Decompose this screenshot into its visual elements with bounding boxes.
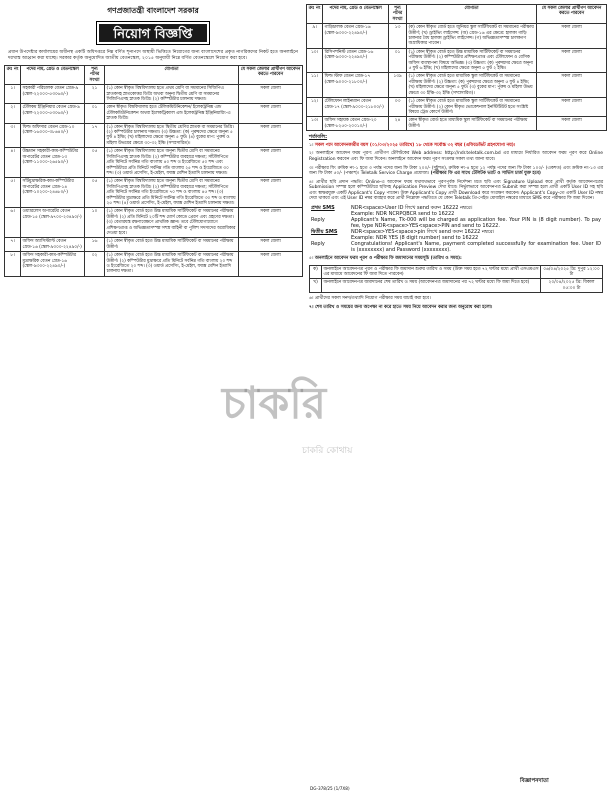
row-qualification: (১) কোন স্বীকৃত বিশ্ববিদ্যালয় হতে প্রথম শ্রেণি বা সমমানের সিজিপিএ স্নাতকসহ স্নাতকোত্তর ডিগ্রি অথবা অনূন্য দ্বিতীয় শ্রেণি বা সমমানের সিজিপিএসহ স্নাতক ডিগ্রি। (২) কম্পিউটার চালনায় দক্ষতা। [105, 85, 239, 104]
condition-dates [309, 256, 603, 262]
row-serial: ১। [5, 85, 21, 104]
notice-title: নিয়োগ বিজ্ঞপ্তি [97, 22, 209, 44]
condition-photo-number: ৪। [309, 179, 314, 185]
date-row [310, 279, 603, 293]
header-vacancy: শূন্য পদের সংখ্যা [389, 5, 407, 24]
condition-apply [309, 151, 603, 162]
row-qualification: (১) কোন স্বীকৃত বোর্ড হতে উচ্চ মাধ্যমিক সার্টিফিকেট বা সমমানের পরীক্ষায় উত্তীর্ণ। (২) কম্পিউটার প্রশিক্ষণপ্রাপ্ত এবং টেলিফোন ও বেসিক অফিস ব্যবস্থাপনা বিষয়ে অভিজ্ঞ। (৩) উচ্চতা: (ক) পুরুষদের ক্ষেত্রে অনূন্য ৫ ফুট ৬ ইঞ্চি; (খ) মহিলাদের ক্ষেত্রে অনূন্য ৫ ফুট ২ ইঞ্চি। [407, 48, 537, 73]
sms-reply1-text: Applicant's Name, Tk-000 will be charged as application fee. Your PIN is (8 digit number). To pay fee, type NDR<space>YES<space>PIN and send to 16222. [351, 217, 601, 230]
watermark-main: চাকরি [222, 378, 327, 429]
table-row [5, 252, 303, 277]
row-district: সকল জেলা [239, 238, 303, 252]
row-post: সাঁটমুদ্রাক্ষরিক-কাম-কম্পিউটার অপারেটর বেতন গ্রেড-১৪ (স্কেল-১০২০০-২৪৬৮০/-) [21, 178, 85, 208]
row-post: টেলিকম ইঞ্জিনিয়ার বেতন গ্রেড-৯ (স্কেল-২২০০০-৫৩০৬০/-) [21, 104, 85, 123]
row-post: রিসিপশনিস্ট বেতন গ্রেড-১৬ (স্কেল-৯৩০০-২২৪৯০/-) [323, 48, 389, 73]
row-serial: ১২। [307, 98, 323, 117]
row-district: সকল জেলা [537, 98, 607, 117]
row-qualification: (১) কোন স্বীকৃত বিশ্ববিদ্যালয় হতে অনূন্য দ্বিতীয় শ্রেণি বা সমমানের সিজিপিএসহ স্নাতক ডিগ্রি। (২) কম্পিউটার ব্যবহারে দক্ষতা; সাঁটলিপিতে প্রতি মিনিটে সর্বনিম্ন গতি বাংলায় ৪০ শব্দ ও ইংরেজিতে ৫০ শব্দ এবং কম্পিউটারে প্রতি মিনিটে সর্বনিম্ন গতি বাংলায় ২৫ শব্দ ও ইংরেজিতে ৩০ শব্দ। (৩) ওয়ার্ড প্রসেসিং, ই-মেইল, ফ্যাক্স মেশিন ইত্যাদি চালনায় দক্ষতা। [105, 148, 239, 178]
row-district: সকল জেলা [239, 104, 303, 123]
row-vacancy: ১৬ [85, 238, 105, 252]
table-row [5, 85, 303, 104]
header-post: পদের নাম, গ্রেড ও বেতনস্কেল [323, 5, 389, 24]
header-district: যে সকল জেলার প্রার্থীগণ আবেদন করতে পারবেন [239, 66, 303, 85]
right-column [306, 4, 606, 315]
condition-fee-text: পরীক্ষার ফি: ক্রমিক নং-১ হতে ৩ পর্যন্ত পদের জন্য ফি টাকা ২০০/- (দুইশত), ক্রমিক নং-৪ হতে ১২ পর্যন্ত পদের জন্য ফি টাকা ১০০/- (একশত) এবং ক্রমিক নং-১৩ এর জন্য ফি টাকা ৫০/- (পঞ্চাশ)। Teletalk Service Charge প্রযোজ্য। [309, 165, 603, 177]
row-post: ওয়্যারলেস অপারেটর বেতন গ্রেড-১৫ (স্কেল-৯৭০০-২৩৪৯০/-) [21, 208, 85, 238]
advertiser-signature: বিজ্ঞাপনদাতা [520, 778, 549, 784]
row-district: সকল জেলা [537, 48, 607, 73]
row-vacancy: ০৩ [389, 98, 407, 117]
table-row [5, 238, 303, 252]
row-qualification: (ক) কোন স্বীকৃত বোর্ড হতে জুনিয়র স্কুল সার্টিফিকেট বা সমমানের পরীক্ষায় উত্তীর্ণ; (খ) ড্রাইভিং লাইসেন্স: (অ) গ্রেড-১৬ এর ক্ষেত্রে: হালকা গাড়ি চালনার বৈধ হালকা ড্রাইভিং লাইসেন্স। (গ) অভিজ্ঞতাসম্পন্ন চালকগণ অগ্রাধিকার পাবেন। [407, 24, 537, 49]
row-qualification: (১) কোন স্বীকৃত বোর্ড হতে মাধ্যমিক স্কুল সার্টিফিকেট বা সমমানের পরীক্ষায় উত্তীর্ণ। (২) উচ্চতা: (ক) পুরুষদের ক্ষেত্রে অনূন্য ৫ ফুট ৪ ইঞ্চি; (খ) মহিলাদের ক্ষেত্রে অনূন্য ৫ ফুট। (৩) বুকের মাপ: পুরুষ ও মহিলা উভয় ক্ষেত্রে ৩০ ইঞ্চি-৩২ ইঞ্চি (সম্প্রসারিত)। [407, 73, 537, 98]
condition-fee [309, 166, 603, 177]
condition-7: ৭। শেষ তারিখ ও সময়ের জন্য অপেক্ষা না করে হাতে সময় নিয়ে আবেদন করার জন্য অনুরোধ করা হলো। [309, 304, 493, 310]
row-qualification: (১) কোন স্বীকৃত বোর্ড হতে উচ্চ মাধ্যমিক সার্টিফিকেট বা সমমানের পরীক্ষায় উত্তীর্ণ। (২) কম্পিউটার মুদ্রাক্ষরে প্রতি মিনিটে সর্বনিম্ন গতি বাংলায় ২০ শব্দ ও ইংরেজিতে ২০ শব্দ। (৩) ওয়ার্ড প্রসেসিং, ই-মেইল, ফ্যাক্স মেশিন ইত্যাদি চালনায় দক্ষতা। [105, 252, 239, 277]
condition-apply-number: ২। [309, 151, 314, 157]
row-vacancy: ১৩ [389, 24, 407, 49]
condition-age-text: সকল পদে আবেদনকারীর বয়স (০১/০৩/২০২৫ তারিখে) ১৮ থেকে সর্বোচ্চ ৩২ বছর (এফিডেভিট গ্রহণযোগ্য নয়)। [314, 142, 516, 148]
header-serial: ক্রঃ নং [307, 5, 323, 24]
row-district: সকল জেলা [239, 85, 303, 104]
row-post: টেলিফোন লাইনম্যান বেতন গ্রেড-১৭ (স্কেল-৯০০০-২১৮০০/-) [323, 98, 389, 117]
dates-table [309, 265, 603, 294]
row-serial: ১১। [307, 73, 323, 98]
sms-first-label: প্রথম SMS [311, 205, 335, 212]
row-serial: ৫। [5, 178, 21, 208]
row-vacancy: ১৩৯ [389, 73, 407, 98]
conditions-title: শর্তাবলি: [309, 134, 328, 141]
left-column [4, 4, 302, 277]
row-serial: ৬। [5, 208, 21, 238]
row-serial: ৮। [5, 252, 21, 277]
table-row [5, 208, 303, 238]
sms-reply2-text: Congratulations! Applicant's Name, payment completed successfully for examination fee. User ID is (xxxxxxxx) and Password (xxxxxxxx). [351, 241, 601, 254]
row-district: সকল জেলা [239, 252, 303, 277]
row-vacancy: ০১ [389, 48, 407, 73]
header-qualification: যোগ্যতা [407, 5, 537, 24]
row-vacancy: ০২ [85, 252, 105, 277]
row-qualification: (১) কোন স্বীকৃত বোর্ড হতে মাধ্যমিক স্কুল সার্টিফিকেট বা সমমানের পরীক্ষায় উত্তীর্ণ। (২) কোন স্বীকৃত ভোকেশনাল ইনস্টিটিউট হতে সংশ্লিষ্ট বিষয়ে ট্রেড কোর্সে উত্তীর্ণ। [407, 98, 537, 117]
condition-age [309, 143, 603, 149]
condition-apply-text: অনলাইনে আবেদন ফরম পূরণ: প্রার্থীগণ টেলিটকের Web address: http://ndr.teletalk.com.bd এর মাধ্যমে নির্ধারিত আবেদন ফরম পূরণ করে Online Registration করবেন এবং ফি জমা দিবেন। অনলাইনে আবেদন ফরম পূরণ সংক্রান্ত সকল তথ্য জানা যাবে। [309, 151, 603, 162]
row-district: সকল জেলা [537, 73, 607, 98]
sms-reply2-row [309, 241, 603, 253]
table-header-row [307, 5, 607, 24]
row-district: সকল জেলা [537, 117, 607, 131]
posts-table-left [4, 65, 303, 277]
condition-photo [309, 180, 603, 202]
watermark [222, 370, 412, 456]
date-description: অনলাইনে আবেদনপত্র পূরণ ও পরীক্ষার ফি জমাদান শুরুর তারিখ ও সময় (উক্ত সময় হতে ৭২ ঘণ্টার মধ্যে প্রার্থী এসএমএস এর মাধ্যমে আবেদনের ফি জমা দিতে পারবেন) [323, 266, 539, 278]
condition-dates-title: অনলাইনে আবেদন ফরম পূরণ ও পরীক্ষার ফি জমাদানের সময়সূচি (তারিখ ও সময়): [314, 256, 462, 262]
condition-fee-note: (পরীক্ষার ফি এর সাথে টেলিটক ভ্যাট ও সার্ভিস চার্জ যুক্ত হবে) [430, 171, 541, 177]
row-vacancy: ২৪ [389, 117, 407, 131]
row-vacancy: ১৭ [85, 123, 105, 148]
table-row [5, 178, 303, 208]
posts-table-right [306, 4, 607, 131]
row-vacancy: ১০ [85, 208, 105, 238]
row-vacancy: ০৫ [85, 178, 105, 208]
table-row [307, 98, 607, 117]
date-serial: ক) [310, 265, 322, 279]
header-vacancy: শূন্য পদের সংখ্যা [85, 66, 105, 85]
watermark-sub: চাকরি কোথায় [302, 446, 353, 456]
government-heading: গণপ্রজাতন্ত্রী বাংলাদেশ সরকার [107, 6, 199, 15]
condition-photo-text: প্রার্থীর ছবি প্রদান পদ্ধতি: Online-এ আবেদন ফরম যথাযথভাবে পূরণপূর্বক নির্দেশনা মতে ছবি এবং Signature Upload করে প্রার্থী কর্তৃক আবেদনপত্রের Submission সম্পন্ন হলে কম্পিউটারে ছবিসহ Application Preview দেখা যাবে। নির্ভুলভাবে আবেদনপত্র Submit করা সম্পন্ন হলে প্রার্থী একটি User ID সহ ছবি এবং স্বাক্ষরযুক্ত একটি Applicant's Copy পাবেন। উক্ত Applicant's Copy প্রার্থী Download করে সংরক্ষণ করবেন। Applicant's Copy-তে একটি User ID নম্বর দেয়া থাকবে এবং এই User ID নম্বর ব্যবহার করে প্রার্থী নিম্নোক্ত পদ্ধতিতে যে কোন Teletalk প্রি-পেইড মোবাইল নম্বরের মাধ্যমে SMS করে পরীক্ষার ফি জমা দিবেন। [309, 179, 603, 202]
row-post: সহকারী পরিচালক বেতন গ্রেড-৯ (স্কেল-২২০০০-৫৩০৬০/-) [21, 85, 85, 104]
row-qualification: (১) কোন স্বীকৃত বোর্ড হতে উচ্চ মাধ্যমিক সার্টিফিকেট বা সমমানের পরীক্ষায় উত্তীর্ণ। (২) প্রতি মিনিটে ২০টি শব্দ মোর্স কোডে প্রেরণ এবং গ্রহণের দক্ষতা। (৩) বেতারযন্ত্র রক্ষণাবেক্ষণে প্রাথমিক জ্ঞান। তবে টেলিযোগাযোগে প্রশিক্ষণপ্রাপ্ত ও অভিজ্ঞতাসম্পন্ন সশস্ত্র বাহিনী বা পুলিশ সদস্যদের অগ্রাধিকার দেওয়া হবে। [105, 208, 239, 238]
intro-paragraph: প্রধান উপদেষ্টার কার্যালয়ের অধীনস্থ একটি অধিদপ্তরে নিম্ন বর্ণিত শূন্যপদে অস্থায়ী ভিত্তিতে নিয়োগের জন্য বাংলাদেশের প্রকৃত নাগরিকদের নিকট হতে অনলাইনে দরখাস্ত আহ্বান করা যাচ্ছে। সরকার কর্তৃক অনুমোদিত জাতীয় বেতনস্কেল, ২০১৫ অনুযায়ী নিম্নে বর্ণিত বেতনস্কেলে নিয়োগ করা হবে। [8, 50, 298, 61]
row-qualification: (১) কোন স্বীকৃত বিশ্ববিদ্যালয় হতে দ্বিতীয় শ্রেণির স্নাতক বা সমমানের ডিগ্রি। (২) কম্পিউটার চালনায় দক্ষতা। (৩) উচ্চতা: (ক) পুরুষদের ক্ষেত্রে অনূন্য ৫ ফুট ৪ ইঞ্চি; (খ) মহিলাদের ক্ষেত্রে অনূন্য ৫ ফুট। (৪) বুকের মাপ: পুরুষ ও মহিলা উভয়ের ক্ষেত্রে ৩০-৩২ ইঞ্চি (সম্প্রসারিত)। [105, 123, 239, 148]
row-serial: ৪। [5, 148, 21, 178]
row-district: সকল জেলা [239, 178, 303, 208]
row-serial: ১০। [307, 48, 323, 73]
header-district: যে সকল জেলার প্রার্থীগণ আবেদন করতে পারবেন [537, 5, 607, 24]
row-post: উচ্চমান সহকারী-কাম-কম্পিউটার অপারেটর বেতন গ্রেড-১৩ (স্কেল-১১০০০-২৬৫৯০/-) [21, 148, 85, 178]
row-qualification: কোন স্বীকৃত বিশ্ববিদ্যালয় হতে টেলিকমিউনিকেশন/ ইলেকট্রনিক্স এন্ড টেলিকমিউনিকেশন অথবা ইলেকট্রিক্যাল এন্ড ইলেকট্রনিক্স ইঞ্জিনিয়ারিং-এ স্নাতক ডিগ্রি। [105, 104, 239, 123]
row-post: অফিস সহায়ক বেতন গ্রেড-২০ (স্কেল-৮২৫০-২০০১০/-) [323, 117, 389, 131]
row-qualification: (১) কোন স্বীকৃত বিশ্ববিদ্যালয় হতে অনূন্য দ্বিতীয় শ্রেণি বা সমমানের সিজিপিএসহ স্নাতক ডিগ্রি। (২) কম্পিউটার ব্যবহারে দক্ষতা; সাঁটলিপিতে প্রতি মিনিটে সর্বনিম্ন গতি ইংরেজিতে ৭০ শব্দ ও বাংলায় ৪৫ শব্দ। (৩) কম্পিউটার মুদ্রাক্ষরে প্রতি মিনিটে সর্বনিম্ন গতি ইংরেজিতে ৩০ শব্দ ও বাংলায় ২৫ শব্দ। (৪) ওয়ার্ড প্রসেসিং, ই-মেইল, ফ্যাক্স মেশিন ইত্যাদি চালনায় দক্ষতা। [105, 178, 239, 208]
sms-instructions [309, 205, 603, 253]
row-district: সকল জেলা [239, 208, 303, 238]
row-post: ফিল্ড অফিসার বেতন গ্রেড-১০ (স্কেল-১৬০০০-৩৮৬৪০/-) [21, 123, 85, 148]
date-description: অনলাইনে আবেদনপত্র জমাদানের শেষ তারিখ ও সময় (আবেদনপত্র জমাদানের পর ৭২ ঘণ্টার মধ্যে ফি জমা দিতে হবে) [322, 279, 541, 293]
row-qualification: (১) কোন স্বীকৃত বোর্ড হতে উচ্চ মাধ্যমিক সার্টিফিকেট বা সমমানের পরীক্ষায় উত্তীর্ণ। [105, 238, 239, 252]
table-header-row [5, 66, 303, 85]
row-post: গাড়িচালক বেতন গ্রেড-১৬ (স্কেল-৯৩০০-২২৪৯০/-) [323, 24, 389, 49]
table-row [307, 117, 607, 131]
sms-reply1-label: Reply [311, 217, 325, 224]
sms-second-line1: NDR<space>YES<space>pin লিখে send করুন 16222 নম্বরে। [351, 229, 495, 236]
row-post: ফিল্ড স্টাফ বেতন গ্রেড-১৭ (স্কেল-৯০০০-২১৮০০/-) [323, 73, 389, 98]
sms-first-row [309, 205, 603, 217]
date-value: ০৬/০৪/২০২৫ খ্রি: দুপুর ১২:০০ টা [541, 265, 603, 279]
conditions-section [306, 131, 606, 315]
row-district: সকল জেলা [239, 123, 303, 148]
row-serial: ২। [5, 104, 21, 123]
row-post: অফিস অ্যাসিস্ট্যান্ট বেতন গ্রেড-১৬ (স্কেল-৯৩০০-২২৪৯০/-) [21, 238, 85, 252]
sms-second-label: দ্বিতীয় SMS [311, 229, 338, 236]
date-value: ২০/০৪/২০২৫ খ্রি: বিকাল ০৫:০০ টা [541, 279, 603, 293]
row-vacancy: ২১ [85, 85, 105, 104]
date-serial: খ) [310, 279, 322, 293]
header-serial: ক্রঃ নং [5, 66, 21, 85]
header-qualification: যোগ্যতা [105, 66, 239, 85]
sms-second-row [309, 229, 603, 241]
row-serial: ১৩। [307, 117, 323, 131]
table-row [307, 48, 607, 73]
row-vacancy: ০৫ [85, 148, 105, 178]
condition-age-number: ১। [309, 142, 314, 148]
condition-fee-number: ৩। [309, 165, 314, 171]
row-qualification: কোন স্বীকৃত বোর্ড হতে মাধ্যমিক স্কুল সার্টিফিকেট বা সমমানের পরীক্ষায় উত্তীর্ণ। [407, 117, 537, 131]
sms-first-line2: Example: NDR NCRPQBCR send to 16222 [351, 211, 455, 218]
sms-reply2-label: Reply [311, 241, 325, 248]
row-serial: ৭। [5, 238, 21, 252]
row-vacancy: ০১ [85, 104, 105, 123]
row-district: সকল জেলা [239, 148, 303, 178]
date-row [310, 265, 603, 279]
condition-dates-number: ৫। [309, 256, 314, 262]
row-serial: ৩। [5, 123, 21, 148]
sms-reply1-row [309, 217, 603, 229]
condition-6: ৬। প্রার্থীদের সকল সনদ/তথ্যাদি নিয়োগ পরীক্ষার সময় যাচাই করা হবে। [309, 296, 431, 302]
row-serial: ৯। [307, 24, 323, 49]
header-post: পদের নাম, গ্রেড ও বেতনস্কেল [21, 66, 85, 85]
table-row [5, 148, 303, 178]
row-district: সকল জেলা [537, 24, 607, 49]
row-post: অফিস সহকারী-কাম-কম্পিউটার মুদ্রাক্ষরিক বেতন গ্রেড-১৬ (স্কেল-৯৩০০-২২৪৯০/-) [21, 252, 85, 277]
footer-code: DG-378/25 (1/7X8) [310, 786, 350, 791]
sms-second-line2: Example: NDR YES (8 digit number) send to 16222 [351, 235, 479, 242]
table-row [307, 73, 607, 98]
sms-first-line1: NDR<space>User ID লিখে send করুন 16222 নম্বরে। [351, 205, 473, 212]
table-row [307, 24, 607, 49]
table-row [5, 104, 303, 123]
table-row [5, 123, 303, 148]
